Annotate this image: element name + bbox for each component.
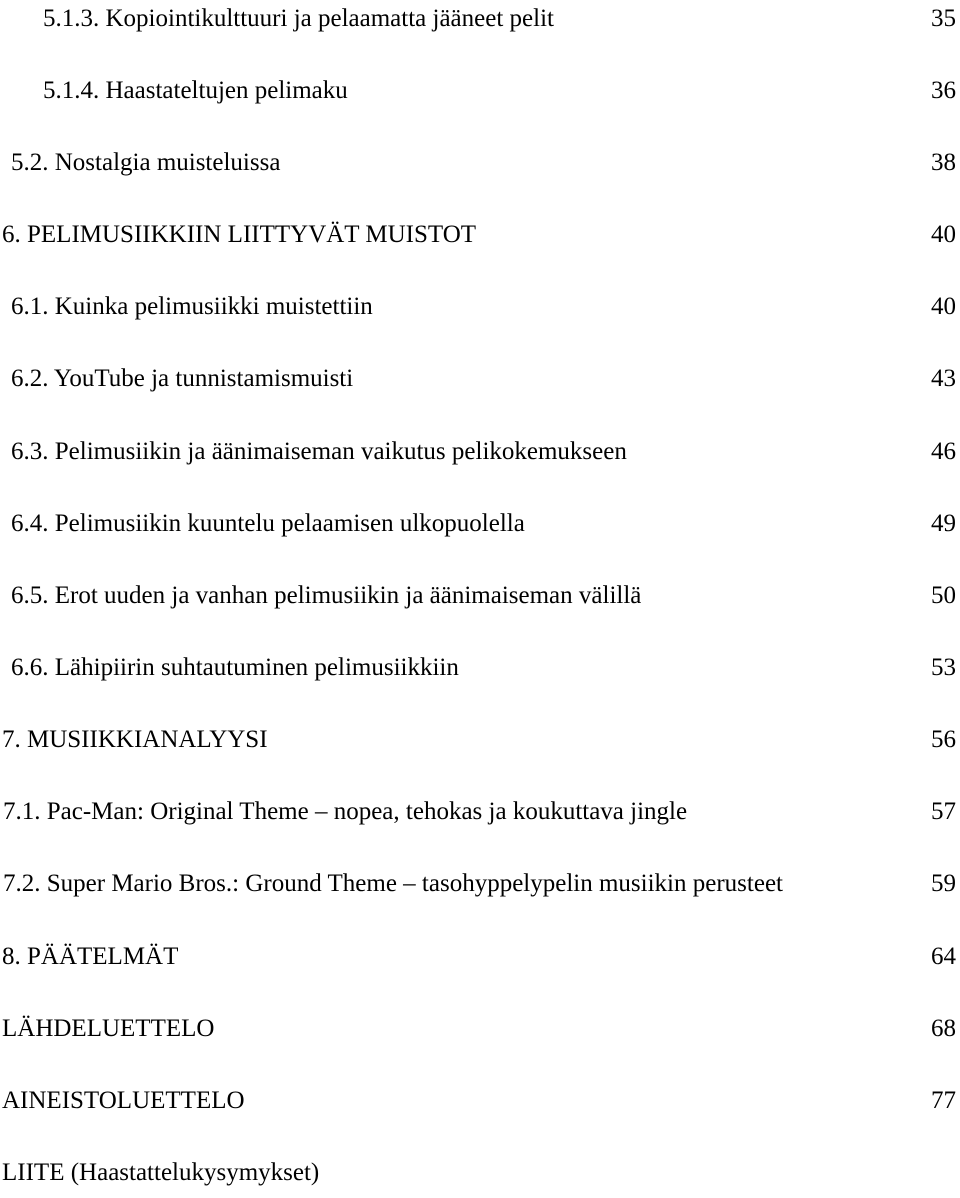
toc-entry-page: 50: [931, 582, 956, 609]
toc-entry-page: 53: [931, 654, 956, 681]
toc-entry: [0, 571, 960, 611]
toc-entry-page: 59: [931, 870, 956, 897]
toc-entry-page: 40: [931, 221, 956, 248]
toc-entry: [0, 282, 960, 322]
toc-entry: [0, 0, 960, 34]
toc-entry-page: 64: [931, 943, 956, 970]
toc-entry-title: 7. MUSIIKKIANALYYSI: [2, 726, 268, 753]
toc-entry-title: AINEISTOLUETTELO: [2, 1087, 245, 1114]
toc-entry-page: 56: [931, 726, 956, 753]
toc-entry: [0, 427, 960, 467]
toc-entry-page: 36: [931, 77, 956, 104]
toc-entry: [0, 1004, 960, 1044]
toc-entry: [0, 643, 960, 683]
toc-entry-page: 40: [931, 293, 956, 320]
toc-entry-title: 6.6. Lähipiirin suhtautuminen pelimusiikkiin: [11, 654, 459, 681]
toc-entry-page: 38: [931, 149, 956, 176]
toc-entry: [0, 354, 960, 394]
toc-entry-page: 43: [931, 365, 956, 392]
toc-entry-page: 46: [931, 438, 956, 465]
toc-entry-title: 6.3. Pelimusiikin ja äänimaiseman vaikutus pelikokemukseen: [11, 438, 627, 465]
toc-entry-page: 57: [931, 798, 956, 825]
toc-entry-title: 6.4. Pelimusiikin kuuntelu pelaamisen ulkopuolella: [11, 510, 525, 537]
toc-entry-title: LIITE (Haastattelukysymykset): [2, 1159, 320, 1186]
toc-entry-title: 8. PÄÄTELMÄT: [2, 943, 179, 970]
toc-entry-title: 5.1.3. Kopiointikulttuuri ja pelaamatta jääneet pelit: [43, 5, 554, 32]
toc-entry-title: 6.5. Erot uuden ja vanhan pelimusiikin ja äänimaiseman välillä: [11, 582, 642, 609]
toc-entry: [0, 715, 960, 755]
toc-entry-page: 77: [931, 1087, 956, 1114]
toc-entry-title: 5.2. Nostalgia muisteluissa: [11, 149, 281, 176]
toc-entry: [0, 932, 960, 972]
toc-entry-title: 6.1. Kuinka pelimusiikki muistettiin: [11, 293, 373, 320]
toc-entry: [0, 1148, 960, 1188]
toc-entry: [0, 859, 960, 899]
toc-entry-page: 35: [931, 5, 956, 32]
toc-entry-title: 6.2. YouTube ja tunnistamismuisti: [11, 365, 354, 392]
toc-entry: [0, 66, 960, 106]
toc-entry: [0, 1076, 960, 1116]
toc-entry-title: 7.1. Pac-Man: Original Theme – nopea, tehokas ja koukuttava jingle: [3, 798, 688, 825]
toc-entry-title: LÄHDELUETTELO: [2, 1015, 215, 1042]
toc-entry-page: 68: [931, 1015, 956, 1042]
toc-entry: [0, 787, 960, 827]
toc-entry-page: 49: [931, 510, 956, 537]
toc-entry-title: 5.1.4. Haastateltujen pelimaku: [43, 77, 348, 104]
toc-entry: [0, 210, 960, 250]
toc-entry-title: 7.2. Super Mario Bros.: Ground Theme – tasohyppelypelin musiikin perusteet: [3, 870, 783, 897]
toc-entry: [0, 499, 960, 539]
toc-entry: [0, 138, 960, 178]
toc-entry-title: 6. PELIMUSIIKKIIN LIITTYVÄT MUISTOT: [2, 221, 477, 248]
